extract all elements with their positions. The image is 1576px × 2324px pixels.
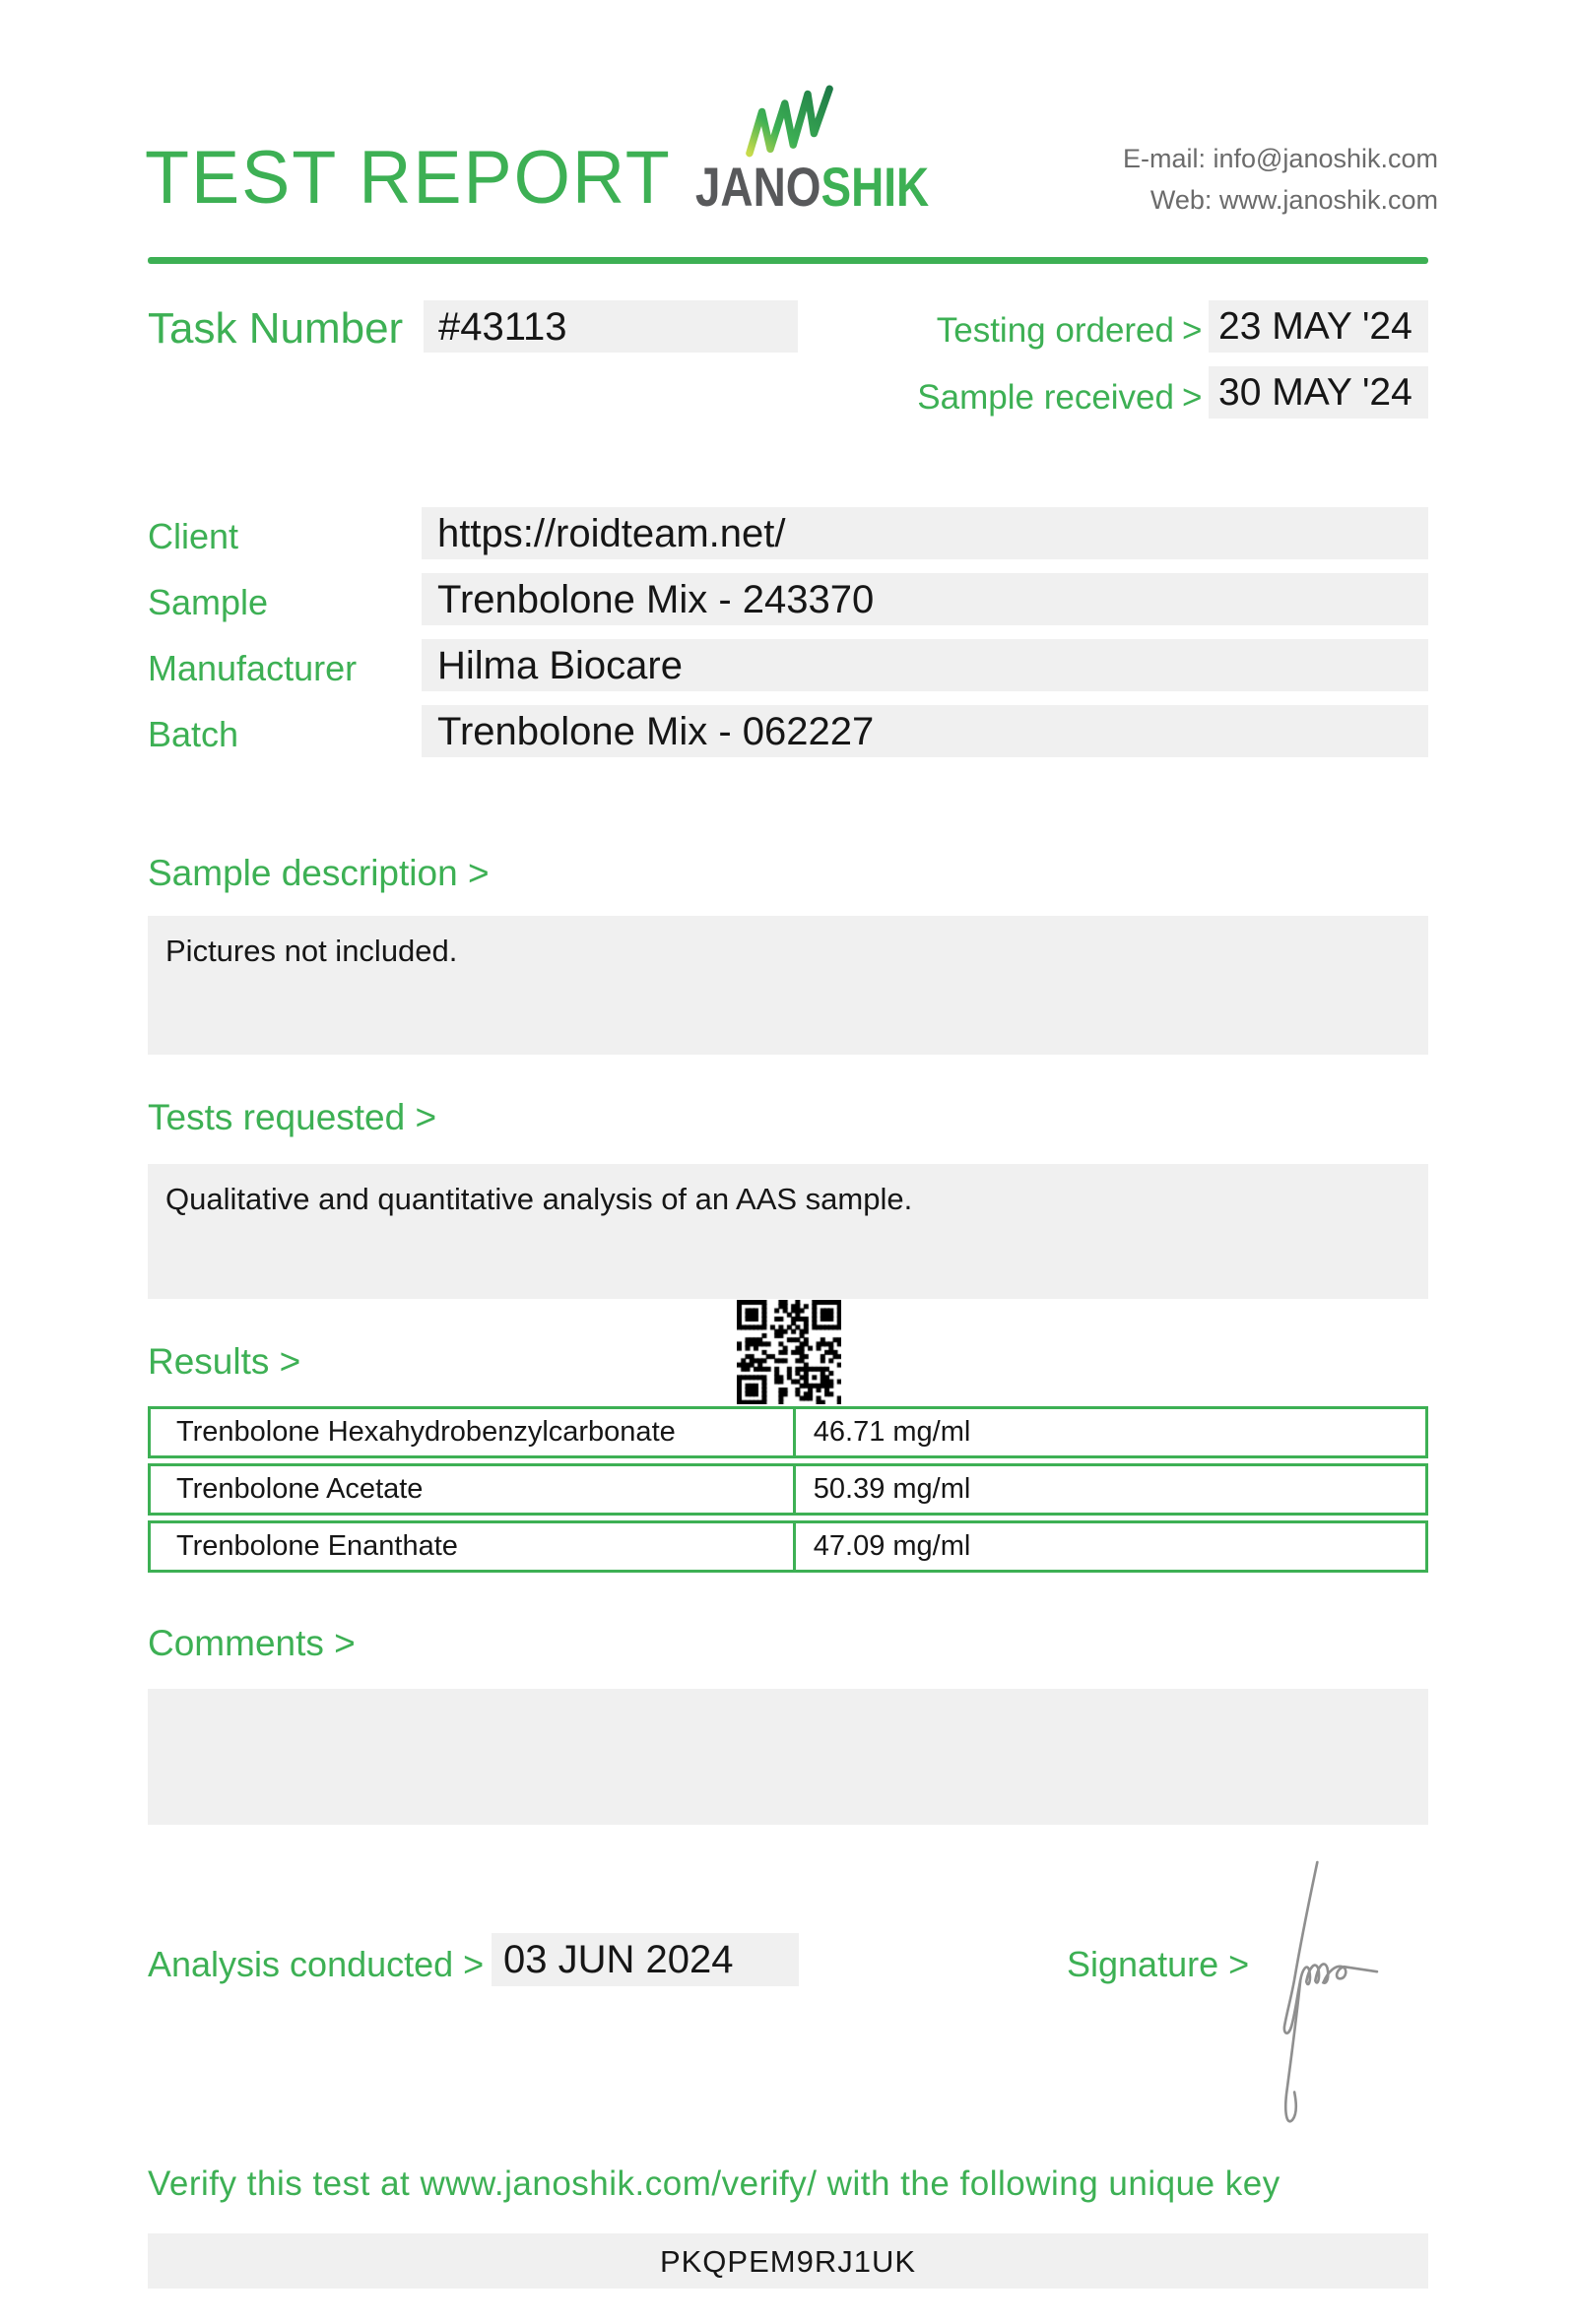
sample-description-heading: Sample description > (148, 853, 490, 893)
contact-info (1123, 138, 1438, 221)
batch-value: Trenbolone Mix - 062227 (422, 705, 1428, 757)
signature-label: Signature > (1067, 1944, 1250, 1984)
logo-text-shik: SHIK (821, 156, 930, 218)
testing-ordered-date: 23 MAY '24 (1209, 300, 1428, 353)
analysis-conducted-date: 03 JUN 2024 (492, 1933, 799, 1986)
logo-text-jano: JANO (694, 156, 821, 218)
sample-description-text: Pictures not included. (165, 934, 458, 968)
result-substance: Trenbolone Enanthate (151, 1523, 796, 1570)
verify-instruction: Verify this test at www.janoshik.com/verify/ with the following unique key (148, 2164, 1280, 2203)
sample-received-arrow-icon: > (1182, 378, 1203, 417)
table-row (148, 1463, 1428, 1516)
result-substance: Trenbolone Acetate (151, 1466, 796, 1513)
sample-received-date: 30 MAY '24 (1209, 366, 1428, 419)
sample-value: Trenbolone Mix - 243370 (422, 573, 1428, 625)
tests-requested-heading: Tests requested > (148, 1097, 437, 1137)
results-heading: Results > (148, 1341, 301, 1382)
logo-wordmark (694, 156, 930, 218)
tests-requested-text: Qualitative and quantitative analysis of an AAS sample. (165, 1182, 913, 1216)
client-label: Client (148, 516, 239, 556)
table-row (148, 1406, 1428, 1458)
testing-ordered-arrow-icon: > (1182, 311, 1203, 350)
sample-label: Sample (148, 582, 269, 622)
results-table (148, 1406, 1428, 1578)
analysis-conducted-label: Analysis conducted > (148, 1944, 485, 1984)
header-divider (148, 257, 1428, 264)
batch-label: Batch (148, 714, 239, 754)
growth-chart-icon (742, 85, 836, 160)
contact-web-line (1123, 179, 1438, 221)
contact-email-line (1123, 138, 1438, 179)
logo (675, 85, 930, 218)
table-row (148, 1520, 1428, 1573)
page-title: TEST REPORT (145, 136, 672, 220)
sample-description-box (148, 916, 1428, 1055)
sample-received-label: Sample received (917, 378, 1174, 417)
task-number-value: #43113 (424, 300, 798, 353)
qr-code (737, 1300, 841, 1404)
comments-heading: Comments > (148, 1623, 356, 1663)
web-label: Web: (1149, 185, 1213, 215)
web-value: www.janoshik.com (1218, 185, 1438, 215)
result-concentration: 47.09 mg/ml (813, 1530, 971, 1562)
result-concentration: 46.71 mg/ml (813, 1416, 971, 1448)
client-value: https://roidteam.net/ (422, 507, 1428, 559)
task-number-label: Task Number (148, 304, 404, 353)
comments-box (148, 1689, 1428, 1825)
result-concentration: 50.39 mg/ml (813, 1473, 971, 1505)
result-substance: Trenbolone Hexahydrobenzylcarbonate (151, 1409, 796, 1455)
manufacturer-value: Hilma Biocare (422, 639, 1428, 691)
email-label: E-mail: (1122, 144, 1206, 173)
unique-key: PKQPEM9RJ1UK (148, 2233, 1428, 2289)
tests-requested-box (148, 1164, 1428, 1299)
email-value: info@janoshik.com (1213, 144, 1438, 173)
testing-ordered-label: Testing ordered (936, 311, 1174, 350)
signature-image (1274, 1855, 1390, 2139)
manufacturer-label: Manufacturer (148, 648, 358, 688)
